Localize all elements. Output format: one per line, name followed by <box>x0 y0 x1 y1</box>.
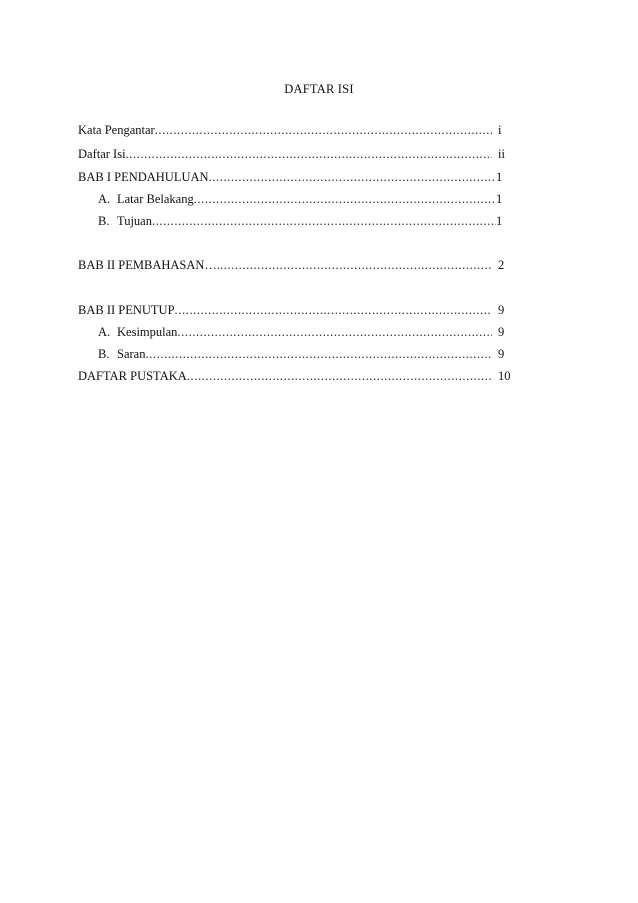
toc-entry-page: 1 <box>496 192 503 206</box>
toc-entry-page: 9 <box>498 347 505 361</box>
dot-leader <box>155 122 492 138</box>
toc-entry-page: ii <box>498 147 505 161</box>
toc-entry-number: A. <box>98 325 111 339</box>
dot-leader <box>220 257 492 273</box>
toc-entry-daftar-pustaka[interactable] <box>78 368 514 384</box>
toc-entry-page: 9 <box>498 325 505 339</box>
toc-entry-kata-pengantar[interactable] <box>78 122 514 138</box>
toc-entry-label: Latar Belakang <box>117 192 194 206</box>
toc-entry-kesimpulan[interactable] <box>98 324 514 340</box>
toc-entry-label: Daftar Isi <box>78 147 126 161</box>
toc-entry-label: BAB I PENDAHULUAN <box>78 170 209 184</box>
toc-entry-page: 1 <box>496 170 503 184</box>
toc-entry-saran[interactable] <box>98 346 514 362</box>
toc-entry-number: A. <box>98 192 111 206</box>
toc-entry-label: Kesimpulan <box>117 325 178 339</box>
dot-leader <box>194 191 496 207</box>
toc-entry-label: Kata Pengantar <box>78 123 155 137</box>
toc-entry-page: 1 <box>496 214 503 228</box>
toc-entry-bab-i-pendahuluan[interactable] <box>78 169 514 185</box>
toc-entry-bab-ii-pembahasan[interactable] <box>78 257 514 273</box>
toc-entry-label: Tujuan <box>117 214 152 228</box>
dot-leader <box>187 368 492 384</box>
toc-entry-tujuan[interactable] <box>98 213 514 229</box>
toc-entry-page: 2 <box>498 258 505 272</box>
toc-entry-latar-belakang[interactable] <box>98 191 514 207</box>
toc-entry-number: B. <box>98 347 110 361</box>
toc-entry-daftar-isi[interactable] <box>78 146 514 162</box>
toc-entry-page: i <box>498 123 502 137</box>
page-title: DAFTAR ISI <box>284 82 354 96</box>
toc-entry-page: 10 <box>498 369 511 383</box>
toc-entry-label: BAB II PENUTUP <box>78 303 175 317</box>
toc-entry-label: BAB II PEMBAHASAN…. <box>78 258 221 272</box>
toc-entry-bab-ii-penutup[interactable] <box>78 302 514 318</box>
dot-leader <box>209 169 496 185</box>
toc-entry-label: DAFTAR PUSTAKA <box>78 369 187 383</box>
dot-leader <box>152 213 496 229</box>
toc-entry-label: Saran <box>117 347 146 361</box>
toc-entry-number: B. <box>98 214 110 228</box>
toc-entry-page: 9 <box>498 303 505 317</box>
dot-leader <box>126 146 492 162</box>
dot-leader <box>175 302 492 318</box>
dot-leader <box>177 324 492 340</box>
dot-leader <box>145 346 492 362</box>
